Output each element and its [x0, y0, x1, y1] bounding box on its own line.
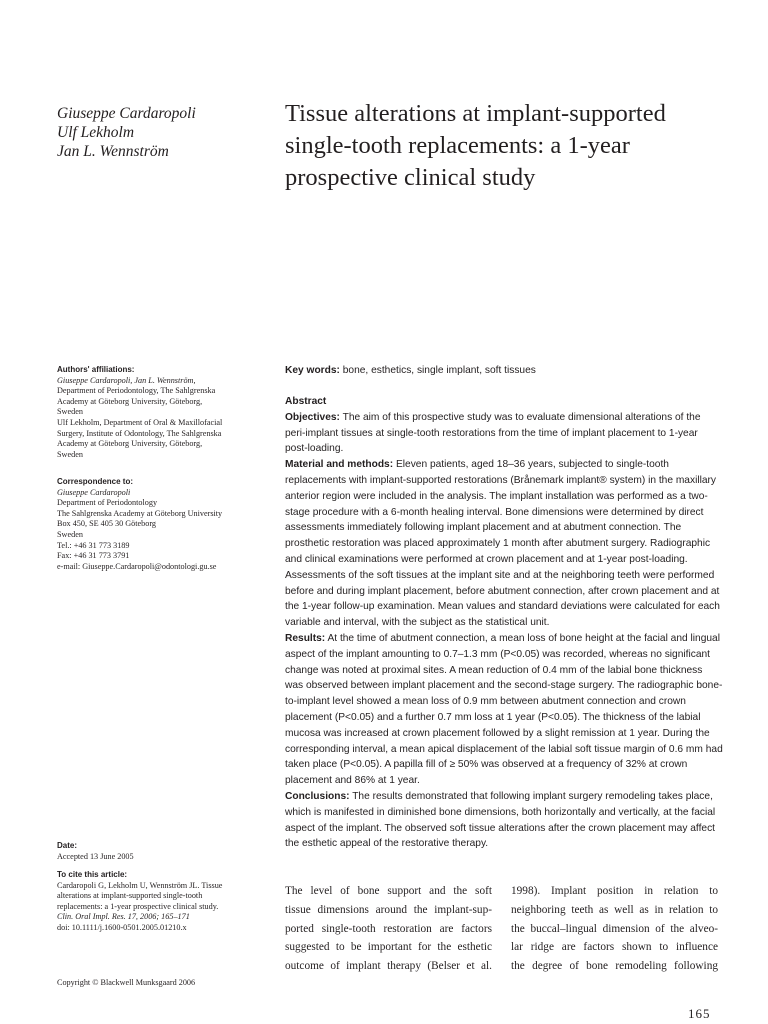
author-name: Ulf Lekholm [57, 124, 135, 141]
body-line: outcome of implant therapy (Belser et al. [285, 960, 492, 973]
affiliation-line: Sweden [57, 407, 83, 417]
author-list [57, 104, 272, 161]
body-column-left [285, 882, 492, 976]
citation-line: Cardaropoli G, Lekholm U, Wennström JL. Tissue [57, 880, 223, 890]
authors-affiliations [57, 365, 267, 460]
keywords-label: Key words: [285, 365, 340, 376]
affiliation-line: Ulf Lekholm, Department of Oral & Maxillofacial [57, 417, 223, 427]
author-name: Giuseppe Cardaropoli [57, 105, 196, 122]
results-label: Results: [285, 632, 326, 644]
keywords-line [285, 364, 725, 378]
copyright-notice: Copyright © Blackwell Munksgaard 2006 [57, 978, 196, 987]
results-text: At the time of abutment connection, a mean loss of bone height at the facial and lingual aspect of the implant amounting to 0.7–1.3 mm (P<0.05) was recorded, whereas no significant change was noted at proximal sites. A mean reduction of 0.4 mm of the labial bone thickness was observed between implant placement and the second-stage surgery. The radiographic bone-to-implant level showed a mean loss of 0.9 mm between abutment connection and crown placement (P<0.05) and a further 0.7 mm loss at 1 year (P<0.05). The thickness of the labial mucosa was increased at crown placement followed by a slight remission at 1 year. During the corresponding interval, a mean apical displacement of the labial soft tissue margin of 0.6 mm had taken place (P<0.05). A papilla fill of ≥ 50% was observed at a frequency of 32% at crown placement and 86% at 1 year. [285, 632, 723, 787]
citation-block [57, 870, 267, 934]
title-line: Tissue alterations at implant-supported [285, 100, 666, 127]
body-line: the degree of bone remodeling following [511, 960, 718, 973]
affiliation-line: Academy at Göteborg University, Göteborg, [57, 439, 203, 449]
methods-label: Material and methods: [285, 459, 394, 471]
article-title [285, 98, 735, 194]
date-heading: Date: [57, 841, 78, 850]
abstract-objectives [285, 410, 723, 457]
correspondence-line: The Sahlgrenska Academy at Göteborg University [57, 508, 223, 518]
keywords-value: bone, esthetics, single implant, soft tissues [342, 365, 536, 376]
objectives-label: Objectives: [285, 411, 340, 423]
citation-line: alterations at implant-supported single-tooth [57, 891, 203, 901]
abstract-methods [285, 457, 723, 631]
citation-doi: doi: 10.1111/j.1600-0501.2005.01210.x [57, 922, 187, 932]
page-number: 165 [688, 1006, 711, 1021]
accepted-date: Accepted 13 June 2005 [57, 851, 134, 861]
affiliation-line: Academy at Göteborg University, Göteborg, [57, 396, 203, 406]
abstract [285, 394, 723, 852]
conclusions-label: Conclusions: [285, 790, 350, 802]
correspondence-line: Department of Periodontology [57, 498, 158, 508]
title-line: prospective clinical study [285, 164, 536, 191]
correspondence-line: e-mail: Giuseppe.Cardaropoli@odontologi.gu.se [57, 561, 217, 571]
body-line: ported single-tooth restoration are factors [285, 922, 492, 935]
body-column-right [511, 882, 718, 976]
body-line: 1998). Implant position in relation to [511, 885, 718, 897]
body-line: tissue dimensions around the implant-sup- [285, 903, 492, 916]
body-line: The level of bone support and the soft [285, 885, 492, 897]
objectives-text: The aim of this prospective study was to evaluate dimensional alterations of the peri-implant tissues at single-tooth restorations from the time of implant placement to 1-year post-loading. [285, 411, 701, 455]
abstract-conclusions [285, 789, 723, 852]
correspondence-line: Box 450, SE 405 30 Göteborg [57, 519, 157, 529]
affiliation-line: Sweden [57, 449, 83, 459]
correspondence-line: Fax: +46 31 773 3791 [57, 551, 130, 561]
correspondence-heading: Correspondence to: [57, 477, 134, 486]
affiliation-line: Department of Periodontology, The Sahlgrenska [57, 386, 216, 396]
body-line: suggested to be important for the esthetic [285, 941, 492, 954]
abstract-results [285, 631, 723, 789]
conclusions-text: The results demonstrated that following implant surgery remodeling takes place, which is manifested in diminished bone dimensions, both horizontally and vertically, at the facial aspect of the implant. The observed soft tissue alterations after the crown placement may affect the esthetic appeal of the restorative therapy. [285, 790, 716, 850]
abstract-heading: Abstract [285, 396, 327, 407]
date-block [57, 841, 267, 862]
citation-line: Clin. Oral Impl. Res. 17, 2006; 165–171 [57, 912, 190, 922]
body-line: neighboring teeth as well as in relation to [511, 903, 718, 916]
body-line: the buccal–lingual dimension of the alveo- [511, 922, 718, 935]
citation-heading: To cite this article: [57, 870, 128, 879]
correspondence-line: Tel.: +46 31 773 3189 [57, 540, 130, 550]
correspondence-line: Giuseppe Cardaropoli [57, 487, 131, 497]
citation-line: replacements: a 1-year prospective clinical study. [57, 901, 219, 911]
correspondence-line: Sweden [57, 529, 83, 539]
methods-text: Eleven patients, aged 18–36 years, subjected to single-tooth replacements with implant-supported restorations (Brånemark implant® system) in the maxillary anterior region were included in the analysis. The implant installation was performed as a two-stage procedure with a 6-month healing interval. Bone dimensions were determined by direct assessments immediately following implant placement and at abutment connection. The prosthetic restoration was placed approximately 1 month after abutment surgery. Radiographic and clinical examinations were performed at crown placement and at 1-year post-loading. Assessments of the soft tissues at the implant site and at the neighboring teeth were performed before and during implant placement, before abutment connection, after crown placement and at the 1-year follow-up examination. Mean values and standard deviations were calculated for each variable and interval, with the subject as the statistical unit. [285, 459, 720, 629]
correspondence-block [57, 477, 267, 572]
title-line: single-tooth replacements: a 1-year [285, 132, 630, 159]
affiliation-line: Giuseppe Cardaropoli, Jan L. Wennström, [57, 375, 196, 385]
body-line: lar ridge are factors shown to influence [511, 941, 718, 954]
affiliation-line: Surgery, Institute of Odontology, The Sahlgrenska [57, 428, 222, 438]
author-name: Jan L. Wennström [57, 143, 169, 160]
affiliations-heading: Authors' affiliations: [57, 365, 135, 374]
